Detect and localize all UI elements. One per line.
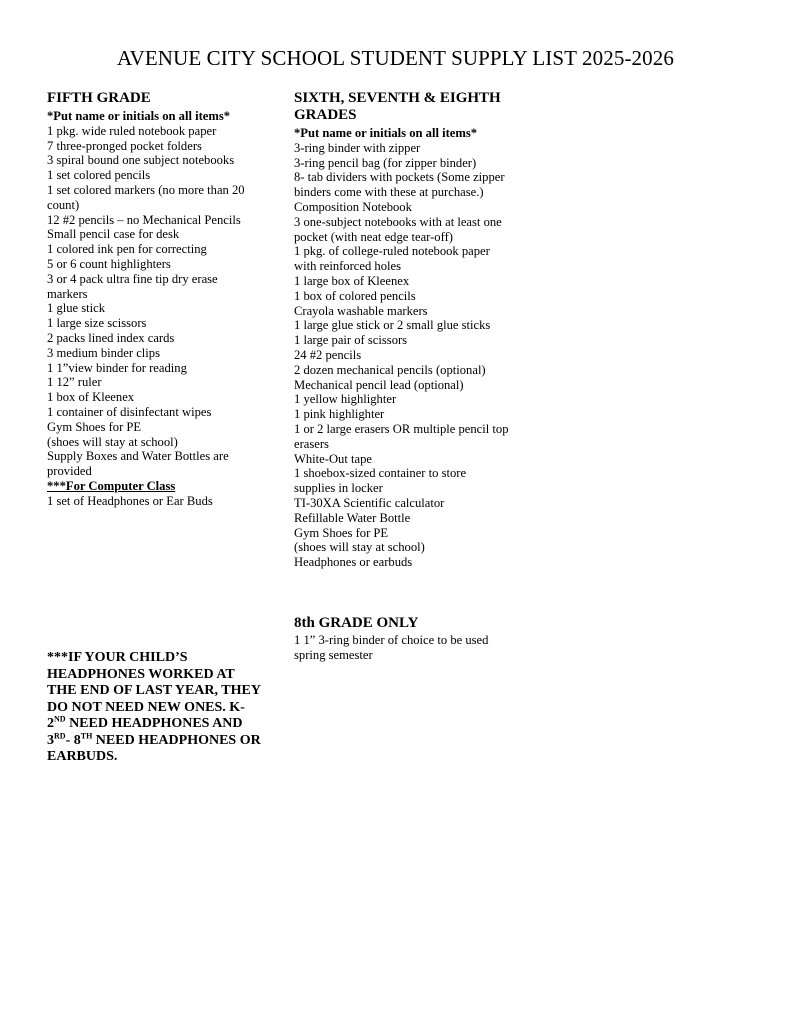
list-item: Small pencil case for desk <box>47 227 180 242</box>
list-item: 24 #2 pencils <box>294 347 362 362</box>
list-item: 1 shoebox-sized container to store supplies in locker <box>294 466 467 496</box>
eighth-grade-list <box>294 633 509 663</box>
list-item: Mechanical pencil lead (optional) <box>294 377 464 392</box>
notice-text: NEED HEADPHONES OR EARBUDS. <box>47 732 261 764</box>
list-item: 1 set colored markers (no more than 20 count) <box>47 182 245 212</box>
list-item: 1 colored ink pen for correcting <box>47 242 207 257</box>
list-item: 1 pkg. of college-ruled notebook paper with reinforced holes <box>294 244 490 274</box>
list-item: 7 three-pronged pocket folders <box>47 138 202 153</box>
list-item: 1 large size scissors <box>47 316 147 331</box>
page-title: AVENUE CITY SCHOOL STUDENT SUPPLY LIST 2025-2026 <box>117 46 674 70</box>
notice-superscript: RD <box>54 730 66 740</box>
middle-grades-note: *Put name or initials on all items* <box>294 126 478 140</box>
list-item: 1 container of disinfectant wipes <box>47 404 212 419</box>
list-item: Headphones or earbuds <box>294 555 413 570</box>
list-item: 5 or 6 count highlighters <box>47 256 171 271</box>
list-item: 12 #2 pencils – no Mechanical Pencils <box>47 212 241 227</box>
middle-grades-list <box>294 141 509 570</box>
fifth-grade-list <box>47 124 257 479</box>
list-item: 1 large pair of scissors <box>294 333 408 348</box>
list-item: Composition Notebook <box>294 199 412 214</box>
notice-text: ***IF YOUR CHILD’S HEADPHONES WORKED AT THE END OF LAST YEAR, THEY DO NOT NEED NEW ONES. K-2 <box>47 650 261 731</box>
list-item: 1 large glue stick or 2 small glue sticks <box>294 318 491 333</box>
fifth-grade-section <box>47 90 257 509</box>
list-item: 1 set of Headphones or Ear Buds <box>47 493 213 508</box>
list-item: (shoes will stay at school) <box>47 434 178 449</box>
list-item: 3-ring pencil bag (for zipper binder) <box>294 155 477 170</box>
fifth-grade-note: *Put name or initials on all items* <box>47 109 231 123</box>
list-item: 1 or 2 large erasers OR multiple pencil top erasers <box>294 421 509 451</box>
list-item: White-Out tape <box>294 451 372 466</box>
list-item: 1 yellow highlighter <box>294 392 397 407</box>
list-item: 1 box of Kleenex <box>47 390 135 405</box>
list-item: 8- tab dividers with pockets (Some zipper binders come with these at purchase.) <box>294 170 505 200</box>
list-item: 3 or 4 pack ultra fine tip dry erase markers <box>47 271 218 301</box>
list-item: 1 12” ruler <box>47 375 102 390</box>
list-item: Gym Shoes for PE <box>47 419 142 434</box>
notice-superscript: TH <box>80 730 93 740</box>
fifth-grade-heading: FIFTH GRADE <box>47 90 151 106</box>
list-item: 1 large box of Kleenex <box>294 273 410 288</box>
list-item: 3-ring binder with zipper <box>294 140 421 155</box>
list-item: 2 packs lined index cards <box>47 330 175 345</box>
notice-text: - 8 <box>65 732 81 748</box>
list-item: 1 box of colored pencils <box>294 288 416 303</box>
list-item: Supply Boxes and Water Bottles are provided <box>47 449 229 479</box>
notice-text: NEED HEADPHONES AND 3 <box>47 716 243 748</box>
list-item: 1 set colored pencils <box>47 168 151 183</box>
list-item: 1 pink highlighter <box>294 407 385 422</box>
middle-grades-heading: SIXTH, SEVENTH & EIGHTH GRADES <box>294 90 501 123</box>
list-item: 1 1”view binder for reading <box>47 360 187 375</box>
list-item: 3 spiral bound one subject notebooks <box>47 153 235 168</box>
list-item: Crayola washable markers <box>294 303 428 318</box>
list-item: Refillable Water Bottle <box>294 510 411 525</box>
list-item: (shoes will stay at school) <box>294 540 425 555</box>
middle-grades-section <box>294 90 509 570</box>
list-item: 1 pkg. wide ruled notebook paper <box>47 123 217 138</box>
computer-class-heading: ***For Computer Class <box>47 478 176 493</box>
headphones-notice <box>47 650 262 766</box>
list-item: 3 medium binder clips <box>47 345 160 360</box>
list-item: TI-30XA Scientific calculator <box>294 495 445 510</box>
eighth-grade-heading: 8th GRADE ONLY <box>294 615 419 631</box>
list-item: 1 glue stick <box>47 301 106 316</box>
list-item: 3 one-subject notebooks with at least one pocket (with neat edge tear-off) <box>294 214 502 244</box>
list-item: 1 1” 3-ring binder of choice to be used spring semester <box>294 633 489 662</box>
list-item: 2 dozen mechanical pencils (optional) <box>294 362 486 377</box>
notice-superscript: ND <box>54 714 66 724</box>
list-item: Gym Shoes for PE <box>294 525 389 540</box>
